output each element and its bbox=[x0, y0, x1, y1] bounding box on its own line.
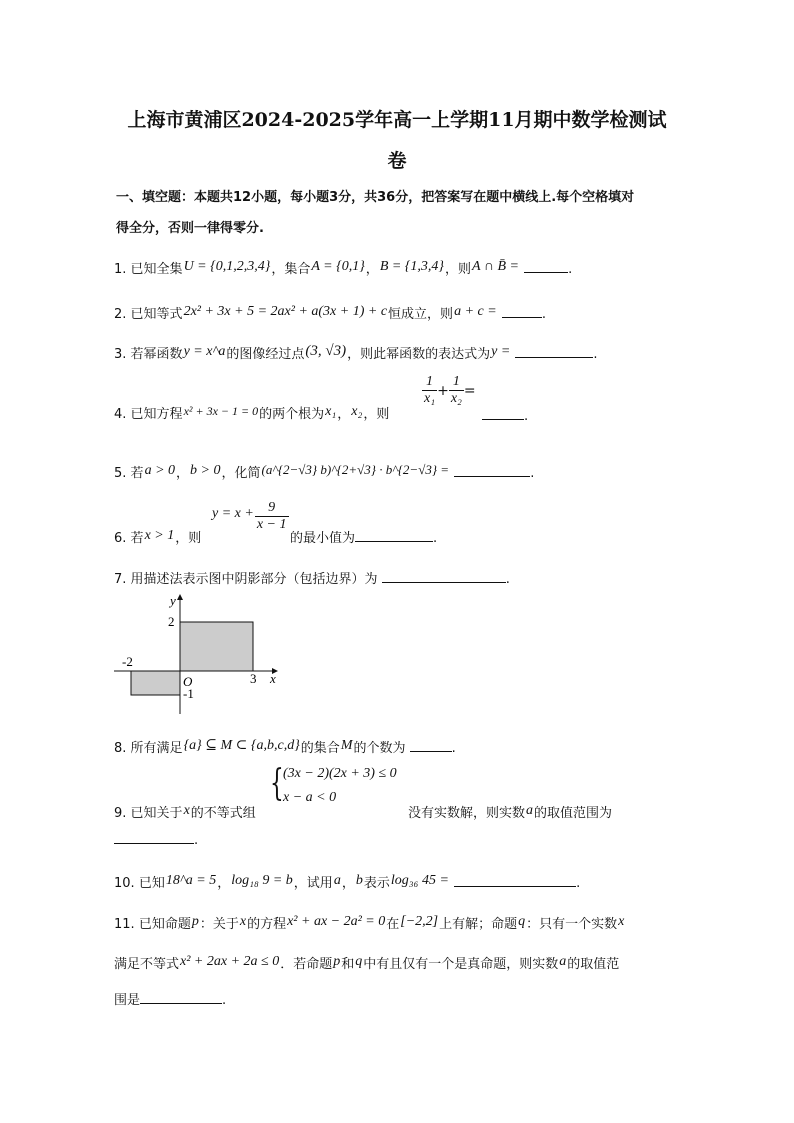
section-heading-cont: 得全分，否则一律得零分. bbox=[116, 221, 264, 236]
q8-text-3: 的个数为 bbox=[353, 741, 406, 756]
q6-end: . bbox=[433, 531, 438, 546]
x-axis-label: x bbox=[270, 671, 276, 686]
q3-text-2: 的图像经过点 bbox=[226, 347, 305, 362]
q4-fraction-block bbox=[422, 374, 476, 407]
y-axis-arrow-icon bbox=[177, 594, 183, 600]
q9-text-3: 没有实数解，则实数 bbox=[408, 806, 526, 821]
section-heading: 一、填空题：本题共12小题，每小题3分，共36分，把答案写在题中横线上.每个空格填对 bbox=[116, 190, 635, 205]
q4-answer bbox=[482, 405, 528, 424]
q6-text-3: 的最小值为 bbox=[290, 531, 356, 546]
answer-blank-11[interactable] bbox=[140, 991, 222, 1004]
q4-text-4: ，则 bbox=[363, 407, 390, 422]
question-8 bbox=[114, 737, 456, 757]
q4-math-x1: x₁ bbox=[325, 404, 337, 419]
q1-math-a: A = {0,1} bbox=[311, 259, 365, 274]
q11-line2-text-3: 和 bbox=[341, 957, 355, 972]
q4-frac1-num: 1 bbox=[422, 374, 437, 391]
q9-text: 已知关于 bbox=[130, 806, 183, 821]
question-9 bbox=[114, 802, 256, 822]
answer-blank-4[interactable] bbox=[482, 407, 524, 420]
page-title-cont: 卷 bbox=[387, 150, 407, 172]
q8-number: 8. bbox=[114, 741, 127, 756]
left-brace-icon: { bbox=[270, 763, 284, 804]
q11-math-x2: x bbox=[618, 914, 625, 929]
q7-number: 7. bbox=[114, 572, 127, 587]
q11-line2-math-a: a bbox=[559, 954, 567, 969]
q1-text-4: ，则 bbox=[445, 262, 472, 277]
q8-math-m: M bbox=[340, 738, 353, 753]
q9-number: 9. bbox=[114, 806, 127, 821]
q6-frac-den: x − 1 bbox=[256, 517, 287, 532]
q1-end: . bbox=[568, 262, 573, 277]
q11-text-4: 在 bbox=[386, 917, 400, 932]
q7-end: . bbox=[505, 572, 510, 587]
q9-math-x: x bbox=[183, 803, 190, 818]
q11-number: 11. bbox=[114, 917, 135, 932]
q4-end: . bbox=[524, 409, 529, 424]
q9-text-2: 的不等式组 bbox=[190, 806, 256, 821]
q5-math-expression: (a^{2−√3} b)^{2+√3} · b^{2−√3} = bbox=[261, 462, 450, 477]
page-title: 上海市黄浦区2024-2025学年高一上学期11月期中数学检测试 bbox=[127, 109, 667, 131]
y-axis-label: y bbox=[170, 593, 176, 608]
q11-math-x: x bbox=[239, 914, 247, 929]
q10-text-4: ， bbox=[341, 876, 355, 891]
question-4 bbox=[114, 403, 389, 423]
q5-end: . bbox=[530, 466, 535, 481]
q11-text-6: ：只有一个实数 bbox=[526, 917, 618, 932]
question-5 bbox=[114, 462, 534, 482]
tick-x-neg2: -2 bbox=[122, 654, 133, 669]
q3-math-power: y = x^a bbox=[183, 344, 226, 359]
shaded-rect-lower bbox=[131, 671, 180, 695]
q11-math-interval: [−2,2] bbox=[400, 914, 439, 929]
q4-text-3: ， bbox=[337, 407, 351, 422]
question-6 bbox=[114, 527, 201, 547]
question-11-line3 bbox=[114, 989, 226, 1008]
q4-frac1-den: x₁ bbox=[424, 391, 436, 406]
q10-math-target: log₃₆ 45 = bbox=[390, 873, 449, 888]
q6-number: 6. bbox=[114, 531, 127, 546]
answer-blank-1[interactable] bbox=[524, 260, 568, 273]
q9-inequality-2: x − a < 0 bbox=[283, 790, 337, 805]
q1-number: 1. bbox=[114, 262, 127, 277]
q9-text-4: 的取值范围为 bbox=[534, 806, 613, 821]
question-3 bbox=[114, 343, 598, 363]
answer-blank-7[interactable] bbox=[382, 570, 506, 583]
question-11 bbox=[114, 913, 625, 933]
q4-math-equation: x² + 3x − 1 = 0 bbox=[183, 404, 259, 418]
q10-text: 已知 bbox=[138, 876, 165, 891]
q1-text-3: ， bbox=[365, 262, 379, 277]
origin-label: O bbox=[183, 674, 193, 689]
q10-text-2: ， bbox=[217, 876, 231, 891]
q10-math-a: a bbox=[333, 873, 341, 888]
q10-number: 10. bbox=[114, 876, 135, 891]
q11-line2-math-q: q bbox=[355, 954, 363, 969]
q11-math-inequality: x² + 2ax + 2a ≤ 0 bbox=[180, 954, 280, 969]
q11-math-q: q bbox=[518, 914, 526, 929]
answer-blank-5[interactable] bbox=[454, 464, 530, 477]
q1-text: 已知全集 bbox=[130, 262, 183, 277]
equals-sign: = bbox=[463, 383, 476, 399]
shaded-region-graph bbox=[110, 590, 285, 720]
q4-fraction-2 bbox=[449, 374, 464, 407]
answer-blank-10[interactable] bbox=[454, 874, 576, 887]
q11-text-2: ：关于 bbox=[199, 917, 239, 932]
q11-line2-math-p: p bbox=[333, 954, 341, 969]
answer-blank-6[interactable] bbox=[355, 529, 433, 542]
q2-math-identity: 2x² + 3x + 5 = 2ax² + a(3x + 1) + c bbox=[183, 304, 388, 319]
q6-math-y: y = x + bbox=[212, 506, 254, 521]
q4-math-x2: x₂ bbox=[351, 404, 363, 419]
q6-frac-num: 9 bbox=[255, 500, 289, 517]
q2-math-sum: a + c = bbox=[454, 304, 497, 319]
q11-text-5: 上有解；命题 bbox=[439, 917, 518, 932]
question-6-tail bbox=[290, 527, 437, 546]
q5-text: 若 bbox=[130, 466, 144, 481]
question-9-answer bbox=[114, 831, 198, 848]
q3-text: 若幂函数 bbox=[130, 347, 183, 362]
q10-text-3: ，试用 bbox=[293, 876, 333, 891]
q8-text: 所有满足 bbox=[130, 741, 183, 756]
q5-number: 5. bbox=[114, 466, 127, 481]
q11-end: . bbox=[222, 993, 227, 1008]
q11-math-equation: x² + ax − 2a² = 0 bbox=[287, 914, 386, 929]
question-9-tail bbox=[408, 802, 612, 822]
q6-math-condition: x > 1 bbox=[144, 528, 175, 543]
q11-line2-text-2: ．若命题 bbox=[280, 957, 333, 972]
q3-math-point: (3, √3) bbox=[305, 343, 347, 359]
q5-text-2: ， bbox=[176, 466, 190, 481]
tick-y-neg1: -1 bbox=[183, 686, 194, 701]
q6-function bbox=[211, 500, 289, 533]
answer-blank-3[interactable] bbox=[515, 345, 593, 358]
question-11-line2 bbox=[114, 953, 619, 973]
question-1 bbox=[114, 258, 572, 278]
q11-text: 已知命题 bbox=[138, 917, 191, 932]
q2-text-2: 恒成立，则 bbox=[388, 307, 454, 322]
question-10 bbox=[114, 872, 580, 892]
question-2 bbox=[114, 303, 546, 323]
q6-text-2: ，则 bbox=[175, 531, 202, 546]
q1-text-2: ，集合 bbox=[271, 262, 311, 277]
q10-math-exp: 18^a = 5 bbox=[165, 873, 217, 888]
q8-text-2: 的集合 bbox=[300, 741, 340, 756]
q1-math-b: B = {1,3,4} bbox=[379, 259, 445, 274]
q4-text: 已知方程 bbox=[130, 407, 183, 422]
q11-line2-text-4: 中有且仅有一个是真命题，则实数 bbox=[363, 957, 559, 972]
q4-fraction-1 bbox=[422, 374, 437, 407]
q11-line2-text-5: 的取值范 bbox=[567, 957, 620, 972]
q3-number: 3. bbox=[114, 347, 127, 362]
question-7 bbox=[114, 568, 510, 587]
q11-line2-text: 满足不等式 bbox=[114, 957, 180, 972]
shaded-rect-upper bbox=[180, 622, 253, 671]
q6-fraction bbox=[255, 500, 289, 533]
q11-line3-text: 围是 bbox=[114, 993, 141, 1008]
q4-frac2-den: x₂ bbox=[450, 391, 462, 406]
q9-end: . bbox=[194, 833, 199, 848]
q4-text-2: 的两个根为 bbox=[259, 407, 325, 422]
q11-text-3: 的方程 bbox=[247, 917, 287, 932]
q3-text-3: ，则此幂函数的表达式为 bbox=[347, 347, 491, 362]
q3-math-y: y = bbox=[491, 344, 511, 359]
q1-math-intersection: A ∩ B̄ = bbox=[472, 259, 519, 274]
answer-blank-8[interactable] bbox=[410, 739, 452, 752]
q9-math-a: a bbox=[526, 803, 534, 818]
plus-sign: + bbox=[437, 383, 449, 399]
answer-blank-9[interactable] bbox=[114, 831, 194, 844]
q9-inequality-1: (3x − 2)(2x + 3) ≤ 0 bbox=[283, 766, 397, 781]
q7-text: 用描述法表示图中阴影部分（包括边界）为 bbox=[130, 572, 378, 587]
q10-math-log: log₁₈ 9 = b bbox=[231, 873, 293, 888]
q3-end: . bbox=[593, 347, 598, 362]
q2-number: 2. bbox=[114, 307, 127, 322]
q8-math-sets: {a} ⊆ M ⊂ {a,b,c,d} bbox=[183, 738, 300, 753]
q5-math-a-positive: a > 0 bbox=[144, 463, 176, 478]
q11-math-p: p bbox=[191, 914, 199, 929]
answer-blank-2[interactable] bbox=[502, 305, 542, 318]
q2-text: 已知等式 bbox=[130, 307, 183, 322]
q10-text-5: 表示 bbox=[363, 876, 390, 891]
q2-end: . bbox=[541, 307, 546, 322]
q5-math-b-positive: b > 0 bbox=[190, 463, 221, 478]
q5-text-3: ，化简 bbox=[221, 466, 261, 481]
tick-y-2: 2 bbox=[168, 614, 175, 629]
q6-text: 若 bbox=[130, 531, 144, 546]
q4-frac2-num: 1 bbox=[449, 374, 464, 391]
q10-end: . bbox=[576, 876, 581, 891]
q1-math-universal: U = {0,1,2,3,4} bbox=[183, 259, 271, 274]
q10-math-b: b bbox=[355, 873, 363, 888]
tick-x-3: 3 bbox=[250, 671, 257, 686]
q8-end: . bbox=[451, 741, 456, 756]
q4-number: 4. bbox=[114, 407, 127, 422]
